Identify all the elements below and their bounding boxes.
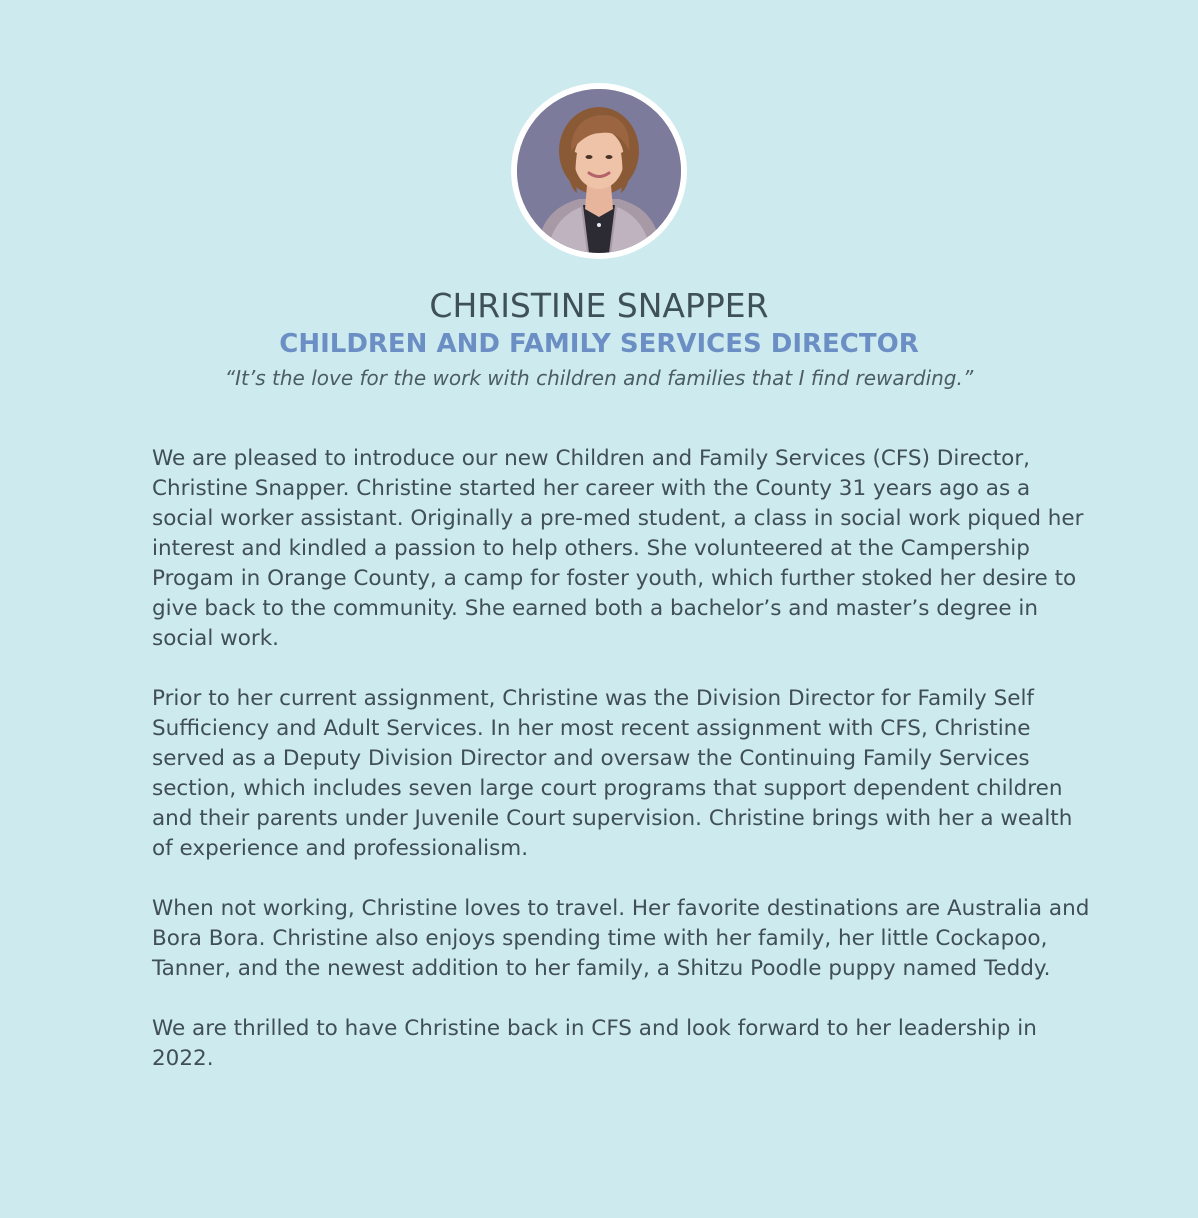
article-paragraph: Prior to her current assignment, Christine was the Division Director for Family Self Sufficiency and Adult Services. In her most recent assignment with CFS, Christine served as a Deputy Division Director and oversaw the Continuing Family Services section, which includes seven large court programs that support dependent children and their parents under Juvenile Court supervision. Christine brings with her a wealth of experience and professionalism. bbox=[152, 686, 1073, 861]
article-paragraph: We are thrilled to have Christine back in CFS and look forward to her leadership in 2022. bbox=[152, 1016, 1037, 1071]
portrait-photo bbox=[517, 89, 681, 253]
person-name: CHRISTINE SNAPPER bbox=[429, 286, 769, 325]
person-title: CHILDREN AND FAMILY SERVICES DIRECTOR bbox=[279, 329, 919, 359]
article-paragraph: We are pleased to introduce our new Children and Family Services (CFS) Director, Christine Snapper. Christine started her career with the County 31 years ago as a social worker assistant. Originally a pre-med student, a class in social work piqued her interest and kindled a passion to help others. She volunteered at the Campership Progam in Orange County, a camp for foster youth, which further stoked her desire to give back to the community. She earned both a bachelor’s and master’s degree in social work. bbox=[152, 446, 1084, 651]
portrait-frame bbox=[511, 83, 687, 259]
article-paragraph: When not working, Christine loves to travel. Her favorite destinations are Australia and Bora Bora. Christine also enjoys spending time with her family, her little Cockapoo, Tanner, and the newest addition to her family, a Shitzu Poodle puppy named Teddy. bbox=[152, 896, 1090, 981]
portrait-image bbox=[517, 89, 681, 253]
article-body bbox=[152, 444, 1092, 1104]
person-quote: “It’s the love for the work with children and families that I find rewarding.” bbox=[224, 366, 974, 390]
